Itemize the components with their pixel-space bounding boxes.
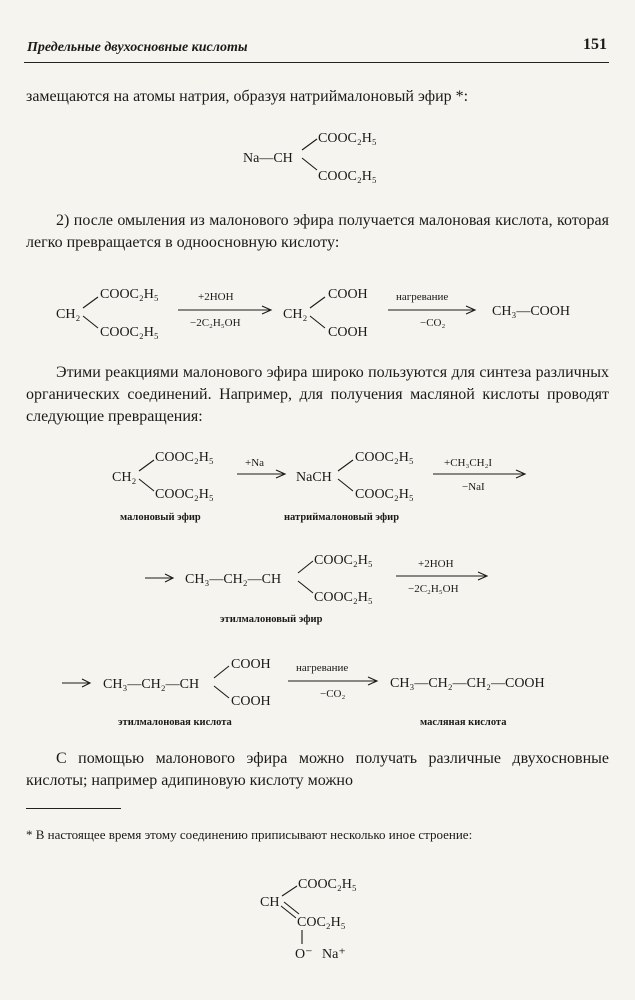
ester-group-top: COOC₂H₅	[318, 131, 377, 146]
ethyl-ch-text: CH₃—CH₂—CH	[185, 572, 282, 587]
ester-group-bottom: COOC₂H₅	[355, 487, 414, 502]
double-bond-line-2	[284, 902, 299, 914]
saponification-scheme	[56, 287, 570, 340]
bond-down	[83, 316, 98, 328]
nach-text: NaCH	[296, 470, 332, 485]
acetic-acid: CH₃—COOH	[492, 304, 570, 319]
bond-up	[214, 666, 229, 678]
acid-group-top: COOH	[231, 657, 271, 672]
bond-down	[139, 479, 154, 491]
condition-heating: нагревание	[396, 291, 449, 303]
butyric-acid: CH₃—CH₂—CH₂—COOH	[390, 676, 545, 691]
condition-heating: нагревание	[296, 662, 349, 674]
bond-up	[310, 297, 325, 308]
ester-group-bottom: COOC₂H₅	[314, 590, 373, 605]
ester-group-top: COOC₂H₅	[314, 553, 373, 568]
na-ch-text: Na—CH	[243, 151, 293, 166]
byproduct-co2: −CO₂	[320, 688, 346, 700]
bond-up	[338, 460, 353, 471]
ester-group-bottom: COOC₂H₅	[155, 487, 214, 502]
paragraph-3-text: Этими реакциями малонового эфира широко пользуются для синтеза различных органических соединений. Например, для получения масляной кислоты проводят следующие превращения:	[26, 364, 609, 425]
bond-up	[139, 460, 154, 471]
ester-group-top: COOC₂H₅	[155, 450, 214, 465]
reagent-ethyl-iodide: +CH₃CH₂I	[444, 457, 493, 469]
bond-down	[302, 158, 317, 170]
ester-group-top: COOC₂H₅	[100, 287, 159, 302]
ester-group-top: COOC₂H₅	[355, 450, 414, 465]
footnote: * В настоящее время этому соединению приписывают несколько иное строение:	[26, 827, 473, 842]
enolate-structure	[260, 877, 357, 962]
ester-group-bottom: COOC₂H₅	[100, 325, 159, 340]
byproduct-co2: −CO₂	[420, 317, 446, 329]
reagent-water: +2HOH	[418, 558, 454, 570]
label-ethylmalonic-ester: этилмалоновый эфир	[220, 614, 323, 625]
ch2-text: CH₂	[56, 307, 81, 322]
ester-group-bottom: COOC₂H₅	[318, 169, 377, 184]
page-number: 151	[583, 36, 607, 53]
bond-down	[338, 479, 353, 491]
butyric-synthesis-row-1	[112, 450, 525, 523]
ch2-text: CH₂	[283, 307, 308, 322]
butyric-synthesis-row-2	[145, 553, 487, 625]
label-sodium-malonic-ester: натриймалоновый эфир	[284, 512, 400, 523]
sodium-malonic-ester-formula	[243, 131, 377, 184]
ch2-text: CH₂	[112, 470, 137, 485]
bond-down	[298, 581, 313, 593]
butyric-synthesis-row-3	[62, 657, 545, 728]
reagent-sodium: +Na	[245, 457, 265, 469]
byproduct-ethanol: −2C₂H₅OH	[408, 583, 459, 595]
paragraph-2-text: 2) после омыления из малонового эфира получается малоновая кислота, которая легко превращается в одноосновную кислоту:	[26, 212, 609, 251]
double-bond-line-1	[281, 906, 296, 918]
label-butyric-acid: масляная кислота	[420, 717, 507, 728]
paragraph-1: замещаются на атомы натрия, образуя натриймалоновый эфир *:	[26, 88, 469, 105]
ethyl-ch-text: CH₃—CH₂—CH	[103, 677, 200, 692]
paragraph-4-text: С помощью малонового эфира можно получать различные двухосновные кислоты; например адипиновую кислоту можно	[26, 750, 609, 789]
acid-group-bottom: COOH	[231, 694, 271, 709]
bond-up	[298, 561, 313, 573]
bond-up	[302, 139, 317, 150]
acid-group-bottom: COOH	[328, 325, 368, 340]
enol-ester-group: COC₂H₅	[297, 915, 346, 930]
bond-down	[214, 686, 229, 698]
label-ethylmalonic-acid: этилмалоновая кислота	[118, 717, 232, 728]
label-malonic-ester: малоновый эфир	[120, 512, 201, 523]
bond-up	[282, 886, 297, 896]
oxygen-anion: O⁻	[295, 947, 313, 962]
byproduct-ethanol: −2C₂H₅OH	[190, 317, 241, 329]
byproduct-nai: −NaI	[462, 481, 485, 493]
reagent-water: +2HOH	[198, 291, 234, 303]
acid-group-top: COOH	[328, 287, 368, 302]
running-header: Предельные двухосновные кислоты	[27, 40, 248, 55]
ch-text: CH	[260, 895, 280, 910]
bond-down	[310, 316, 325, 328]
bond-up	[83, 297, 98, 308]
ester-group-top: COOC₂H₅	[298, 877, 357, 892]
sodium-cation: Na⁺	[322, 947, 346, 962]
